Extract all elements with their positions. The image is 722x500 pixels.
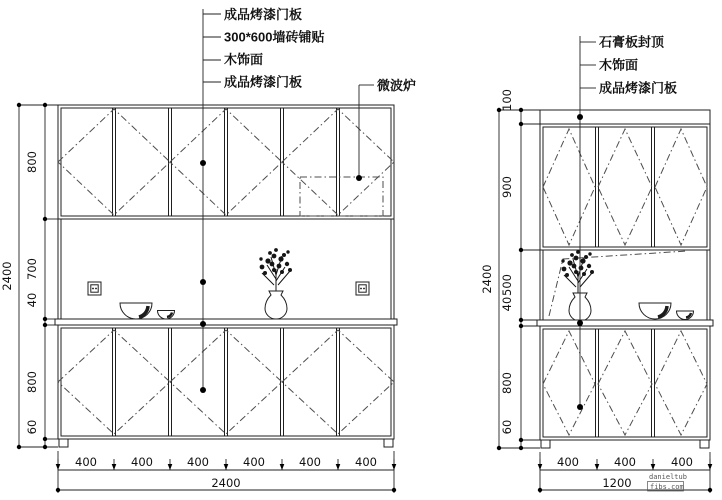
dim-label: 60 xyxy=(500,419,514,435)
dim-label: 400 xyxy=(614,455,636,469)
cabinet-foot xyxy=(541,440,550,448)
countertop xyxy=(55,319,397,325)
watermark-line2: fibs.com xyxy=(650,483,684,491)
power-outlet-icon xyxy=(356,282,369,295)
small-bowl-icon xyxy=(158,311,175,320)
callout-label: 石膏板封顶 xyxy=(599,34,665,50)
cabinet-foot xyxy=(700,440,709,448)
dim-label: 500 xyxy=(500,274,514,296)
cabinet-foot xyxy=(59,439,68,447)
dim-label: 60 xyxy=(25,419,39,435)
small-bowl-icon xyxy=(677,311,694,320)
gypsum-board-top-band xyxy=(540,110,710,124)
left-elevation-vertical-dimensions xyxy=(0,103,58,449)
callout-label: 成品烤漆门板 xyxy=(224,74,303,90)
right-lower-cabinets xyxy=(540,326,710,448)
dim-label: 800 xyxy=(25,371,39,393)
watermark-line1: danieltub xyxy=(649,473,687,481)
leader-dot xyxy=(577,320,583,326)
leader-dot xyxy=(577,114,583,120)
countertop xyxy=(537,320,713,326)
left-elevation-bottom-dimensions xyxy=(56,451,397,493)
leader-dot xyxy=(200,160,206,166)
dim-label: 40 xyxy=(500,296,514,312)
right-elevation-vertical-dimensions xyxy=(480,89,540,450)
dim-label: 900 xyxy=(500,176,514,198)
overall-height-label: 2400 xyxy=(0,261,14,291)
leader-dot xyxy=(200,387,206,393)
dim-label: 40 xyxy=(25,292,39,308)
dim-label: 800 xyxy=(25,151,39,173)
callout-label: 300*600墙砖铺贴 xyxy=(224,29,325,45)
overall-width-label: 2400 xyxy=(211,476,241,490)
callout-label: 微波炉 xyxy=(377,78,417,93)
overall-height-label: 2400 xyxy=(480,264,494,294)
left-lower-cabinets xyxy=(58,325,394,447)
leader-dot xyxy=(577,404,583,410)
plant-icon xyxy=(561,250,594,293)
watermark xyxy=(648,473,687,491)
dim-label: 100 xyxy=(500,89,514,111)
dim-label: 400 xyxy=(187,455,209,469)
dim-label: 400 xyxy=(557,455,579,469)
left-upper-cabinets xyxy=(58,105,394,219)
cabinet-foot xyxy=(384,439,393,447)
lower-cabinet-frame xyxy=(540,326,710,440)
left-elevation xyxy=(55,105,397,447)
right-upper-cabinets xyxy=(540,124,710,250)
right-elevation xyxy=(537,110,713,448)
backsplash-area xyxy=(58,219,394,319)
dim-label: 400 xyxy=(243,455,265,469)
vase-icon xyxy=(265,291,287,319)
callout-label: 成品烤漆门板 xyxy=(599,80,678,96)
dim-label: 400 xyxy=(355,455,377,469)
dim-label: 700 xyxy=(25,258,39,280)
right-open-shelf xyxy=(540,250,710,321)
power-outlet-icon xyxy=(88,282,101,295)
dim-label: 400 xyxy=(131,455,153,469)
callout-label: 木饰面 xyxy=(224,52,264,67)
callout-label: 木饰面 xyxy=(599,57,639,73)
leader-dot xyxy=(200,279,206,285)
open-shelf-area xyxy=(540,250,710,320)
bowl-icon xyxy=(120,303,152,319)
plant-icon xyxy=(259,248,292,291)
left-backsplash xyxy=(58,219,394,319)
overall-width-label: 1200 xyxy=(602,476,632,490)
dim-label: 400 xyxy=(299,455,321,469)
leader-dot xyxy=(356,175,362,181)
callout-label: 成品烤漆门板 xyxy=(224,7,303,22)
dim-label: 400 xyxy=(671,455,693,469)
dim-label: 800 xyxy=(500,372,514,394)
dim-label: 400 xyxy=(75,455,97,469)
bowl-icon xyxy=(639,303,671,319)
leader-dot xyxy=(200,321,206,327)
upper-cabinet-frame xyxy=(540,124,710,250)
